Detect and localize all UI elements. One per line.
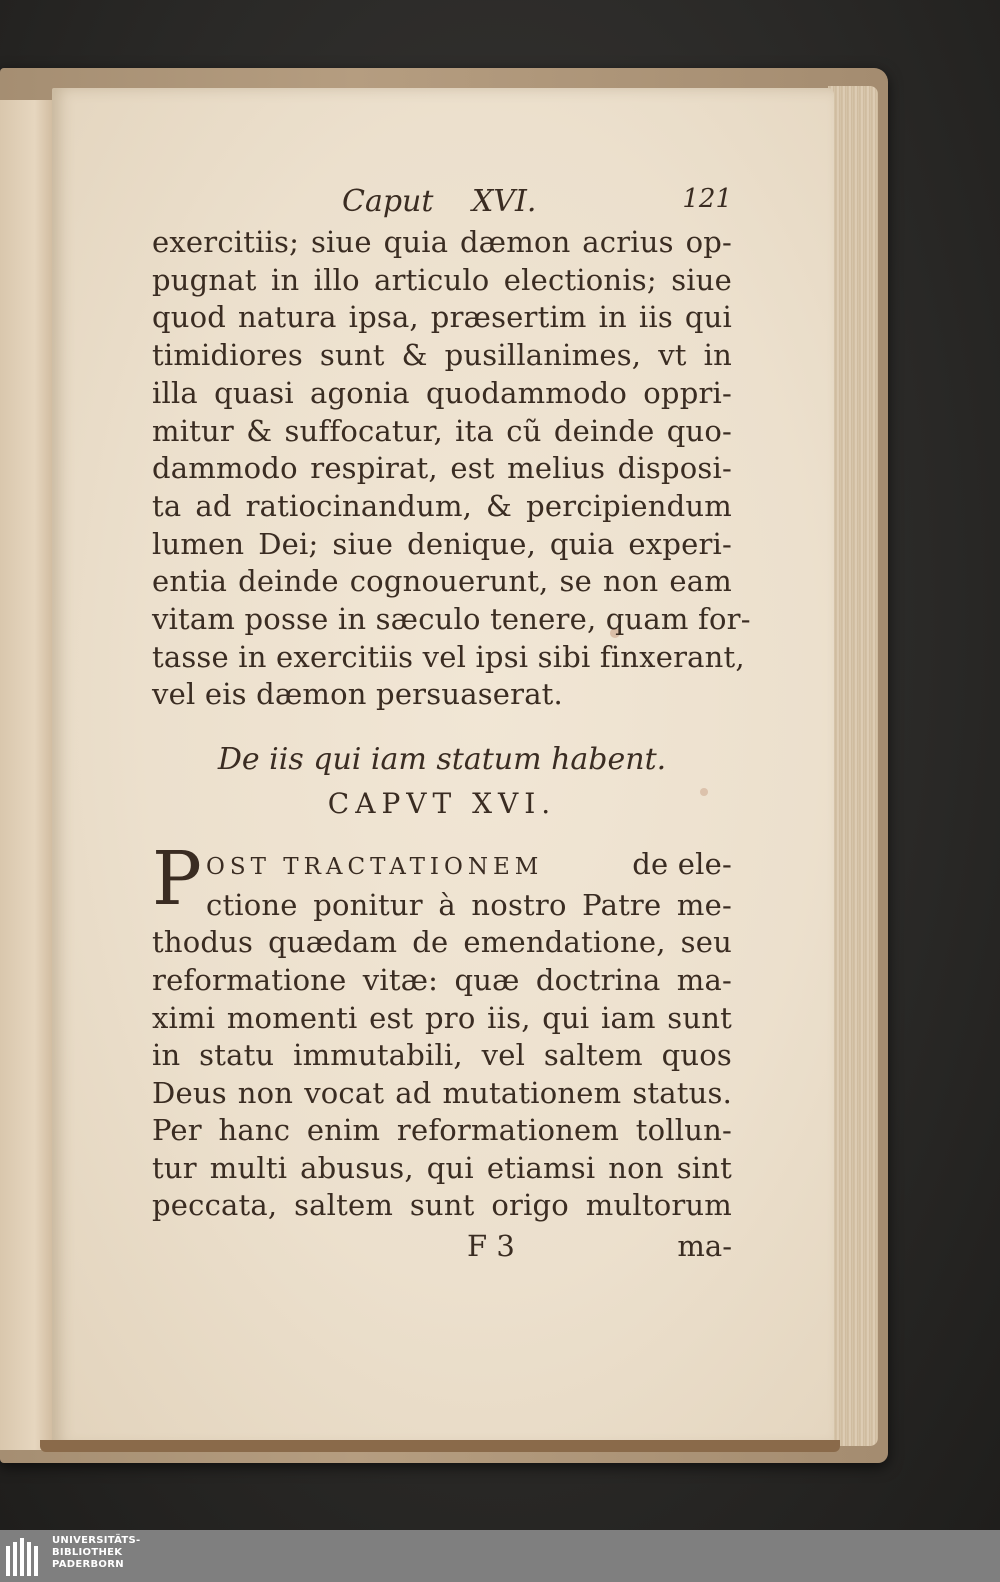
text-line: thodus quædam de emendatione, seu [152, 925, 732, 960]
text-line: Per hanc enim reformationem tollun- [152, 1113, 732, 1148]
text-line: mitur & suffocatur, ita cũ deinde quo- [152, 413, 732, 448]
text-line: illa quasi agonia quodammodo oppri- [152, 375, 732, 410]
first-line-rest: de ele- [632, 847, 732, 882]
running-head [152, 184, 732, 224]
paragraph-2 [152, 836, 732, 1225]
signature-mark: F 3 [467, 1229, 515, 1264]
text-line: vel eis dæmon persuaserat. [152, 677, 563, 712]
text-line: Deus non vocat ad mutationem status. [152, 1075, 732, 1110]
text-line: in statu immutabili, vel saltem quos [152, 1038, 732, 1073]
catchword: ma- [677, 1229, 732, 1264]
text-line: ta ad ratiocinandum, & percipiendum [152, 488, 732, 523]
left-page-edge [0, 100, 60, 1450]
logo-text-line: UNIVERSITÄTS- [52, 1535, 141, 1546]
text-line: tasse in exercitiis vel ipsi sibi finxerant, [152, 639, 745, 674]
page-number: 121 [682, 184, 732, 214]
page-edges [828, 86, 878, 1446]
drop-cap: P [152, 836, 202, 923]
section-subheading: De iis qui iam statum habent. [217, 742, 667, 778]
page-footer [152, 1229, 732, 1271]
text-line: tur multi abusus, qui etiamsi non sint [152, 1150, 732, 1185]
running-head-numeral: XVI. [472, 184, 537, 219]
chapter-heading: CAPVT XVI. [327, 787, 557, 821]
text-line: vitam posse in sæculo tenere, quam for- [152, 602, 751, 637]
text-line: quod natura ipsa, præsertim in iis qui [152, 300, 732, 335]
cover-bottom-edge [40, 1440, 840, 1452]
text-line: timidiores sunt & pusillanimes, vt in [152, 338, 732, 373]
smallcaps-opening: OST TRACTATIONEM [206, 854, 544, 881]
library-logo-bar [0, 1530, 1000, 1582]
logo-text-line: PADERBORN [52, 1559, 124, 1570]
text-line: ximi momenti est pro iis, qui iam sunt [152, 1000, 732, 1035]
running-head-caput: Caput [342, 184, 434, 219]
text-line: pugnat in illo articulo electionis; siue [152, 262, 732, 297]
text-line: reformatione vitæ: quæ doctrina ma- [152, 962, 732, 997]
text-line: lumen Dei; siue denique, quia experi- [152, 526, 732, 561]
library-logo-text [52, 1535, 141, 1571]
page-text [152, 184, 751, 1271]
text-line: ctione ponitur à nostro Patre me- [206, 887, 732, 922]
logo-text-line: BIBLIOTHEK [52, 1547, 123, 1558]
paragraph-1 [152, 224, 751, 714]
text-line: exercitiis; siue quia dæmon acrius op- [152, 225, 732, 259]
text-line: dammodo respirat, est melius disposi- [152, 451, 732, 486]
library-logo-icon [6, 1538, 42, 1576]
text-line: entia deinde cognouerunt, se non eam [152, 564, 732, 599]
text-line: peccata, saltem sunt origo multorum [152, 1188, 732, 1223]
